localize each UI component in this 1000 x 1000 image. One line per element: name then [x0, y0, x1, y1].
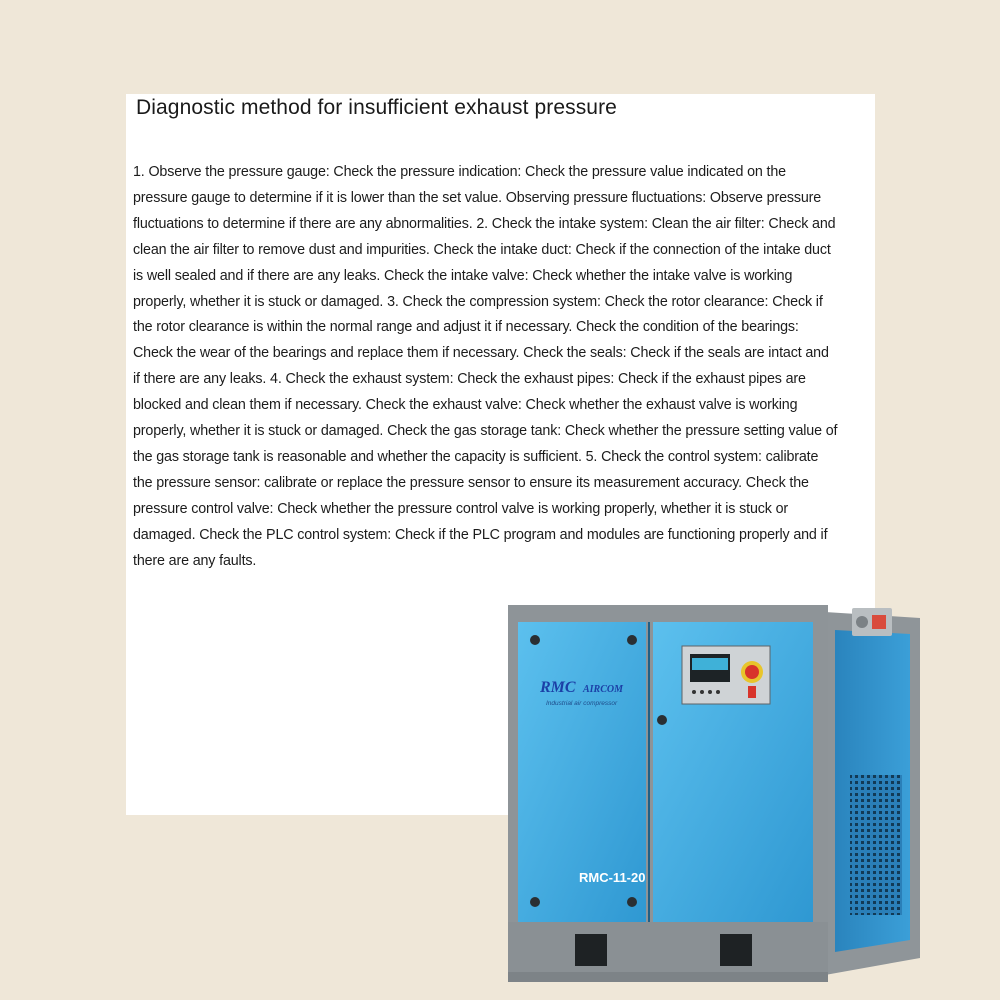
forklift-slot	[720, 934, 752, 966]
forklift-slot	[575, 934, 607, 966]
bolt-icon	[530, 897, 540, 907]
brand-logo: RMC	[540, 679, 576, 696]
vent-grille-icon	[850, 775, 902, 915]
article-title: Diagnostic method for insufficient exhaust pressure	[136, 96, 617, 119]
model-label: RMC-11-20	[579, 870, 646, 885]
bolt-icon	[657, 715, 667, 725]
article-body: 1. Observe the pressure gauge: Check the pressure indication: Check the pressure value indicated on the pressure gauge to determine if it is lower than the set value. Observing pressure fluctuations: Observe pressure fluctuations to determine if there are any abnormalities. 2. Check the intake system: Clean the air filter: Check and clean the air filter to remove dust and impurities. Check the intake duct: Check if the connection of the intake duct is well sealed and if there are any leaks. Check the intake valve: Check whether the intake valve is working properly, whether it is stuck or damaged. 3. Check the compression system: Check the rotor clearance: Check if the rotor clearance is within the normal range and adjust it if necessary. Check the condition of the bearings: Check the wear of the bearings and replace them if necessary. Check the seals: Check if the seals are intact and if there are any leaks. 4. Check the exhaust system: Check the exhaust pipes: Check if the exhaust pipes are blocked and clean them if necessary. Check the exhaust valve: Check whether the exhaust valve is working properly, whether it is stuck or damaged. Check the gas storage tank: Check whether the pressure setting value of the gas storage tank is reasonable and whether the capacity is sufficient. 5. Check the control system: calibrate the pressure sensor: calibrate or replace the pressure sensor to ensure its measurement accuracy. Check the pressure control valve: Check whether the pressure control valve is working properly, whether it is stuck or damaged. Check the PLC control system: Check if the PLC program and modules are functioning properly and if there are any faults.	[133, 164, 838, 569]
bolt-icon	[530, 635, 540, 645]
air-compressor-image	[500, 600, 925, 1000]
bolt-icon	[627, 897, 637, 907]
brand-logo-sub: AIRCOM	[583, 684, 624, 695]
brand-tagline: Industrial air compressor	[546, 700, 618, 707]
bolt-icon	[627, 635, 637, 645]
